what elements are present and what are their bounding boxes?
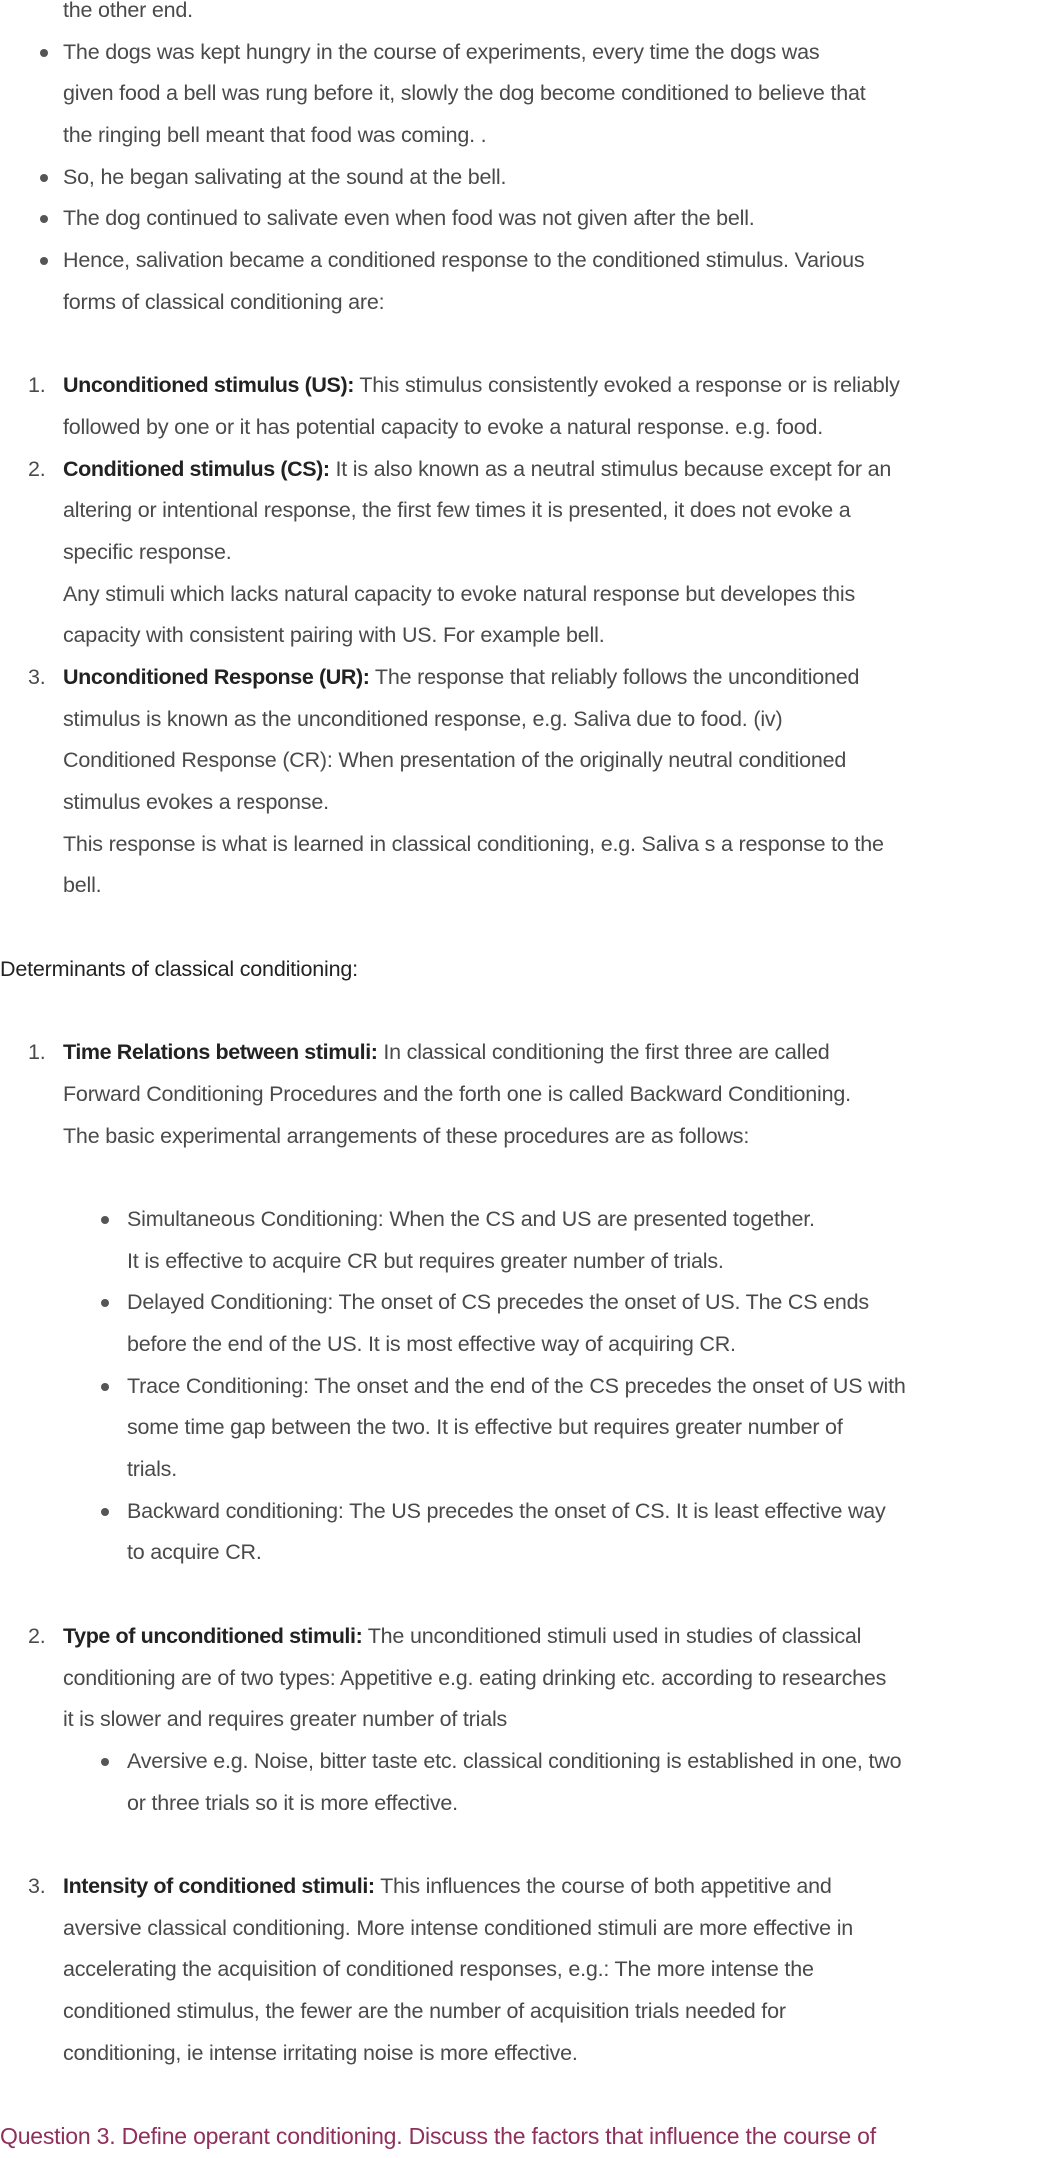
section-heading: Determinants of classical conditioning: bbox=[0, 956, 358, 981]
text-line: Forward Conditioning Procedures and the forth one is called Backward Conditioning. bbox=[63, 1081, 851, 1106]
text-line: The dog continued to salivate even when food was not given after the bell. bbox=[0, 198, 1049, 240]
list-item bbox=[0, 657, 1049, 907]
spacer bbox=[0, 324, 1049, 366]
text-line: the other end. bbox=[63, 0, 193, 22]
text-line: Simultaneous Conditioning: When the CS and US are presented together. bbox=[0, 1199, 1049, 1241]
text-line bbox=[0, 365, 1049, 407]
text-line: stimulus evokes a response. bbox=[63, 790, 329, 815]
numbered-list bbox=[0, 1866, 1049, 2074]
list-number: 3. bbox=[28, 665, 46, 689]
line-text: It is also known as a neutral stimulus because except for an bbox=[329, 456, 892, 481]
bold-term: Time Relations between stimuli: bbox=[63, 1040, 378, 1065]
question-heading: Question 3. Define operant conditioning. Discuss the factors that influence the course of bbox=[0, 2123, 876, 2150]
list-item bbox=[0, 365, 1049, 448]
list-number: 1. bbox=[28, 373, 46, 398]
text-line bbox=[0, 449, 1049, 491]
text-line: So, he began salivating at the sound at the bell. bbox=[0, 157, 1049, 199]
spacer bbox=[0, 991, 1049, 1033]
text-line: it is slower and requires greater number of trials bbox=[63, 1707, 508, 1732]
bullet-icon bbox=[40, 49, 48, 57]
bullet-list bbox=[0, 0, 1049, 324]
text-line: bell. bbox=[63, 873, 102, 898]
list-item bbox=[0, 1032, 1049, 1157]
numbered-list bbox=[0, 1616, 1049, 1741]
text-line: Trace Conditioning: The onset and the end of the CS precedes the onset of US with bbox=[0, 1366, 1049, 1408]
list-item bbox=[0, 1741, 1049, 1824]
bold-term: Type of unconditioned stimuli: bbox=[63, 1623, 363, 1648]
spacer bbox=[0, 1157, 1049, 1199]
text-line: conditioning, ie intense irritating noise is more effective. bbox=[63, 2040, 578, 2065]
text-line: or three trials so it is more effective. bbox=[127, 1790, 458, 1815]
numbered-list bbox=[0, 365, 1049, 907]
list-number: 1. bbox=[28, 1040, 46, 1065]
list-item bbox=[0, 1282, 1049, 1365]
bold-term: Unconditioned stimulus (US): bbox=[63, 373, 354, 398]
text-line: before the end of the US. It is most effective way of acquiring CR. bbox=[127, 1332, 736, 1356]
bullet-icon bbox=[40, 257, 48, 265]
list-item bbox=[0, 1199, 1049, 1282]
list-number: 3. bbox=[28, 1873, 46, 1898]
line-text: The response that reliably follows the unconditioned bbox=[369, 665, 860, 689]
list-item bbox=[0, 449, 1049, 657]
text-line: stimulus is known as the unconditioned response, e.g. Saliva due to food. (iv) bbox=[63, 706, 783, 731]
bullet-icon bbox=[101, 1383, 109, 1391]
text-line: some time gap between the two. It is effective but requires greater number of bbox=[127, 1415, 843, 1440]
bullet-list bbox=[0, 1199, 1049, 1574]
spacer bbox=[0, 2074, 1049, 2116]
text-line: Backward conditioning: The US precedes the onset of CS. It is least effective way bbox=[0, 1491, 1049, 1533]
bullet-icon bbox=[101, 1216, 109, 1224]
text-line: conditioned stimulus, the fewer are the number of acquisition trials needed for bbox=[63, 1999, 786, 2023]
numbered-list bbox=[0, 1032, 1049, 1157]
text-line: Conditioned Response (CR): When presentation of the originally neutral conditioned bbox=[63, 748, 847, 773]
text-line: specific response. bbox=[63, 539, 232, 564]
text-line: altering or intentional response, the first few times it is presented, it does not evoke a bbox=[63, 498, 851, 523]
bullet-icon bbox=[101, 1758, 109, 1766]
list-item bbox=[0, 198, 1049, 240]
list-number: 2. bbox=[28, 456, 46, 481]
bullet-icon bbox=[40, 174, 48, 182]
list-item bbox=[0, 1866, 1049, 2074]
bold-term: Conditioned stimulus (CS): bbox=[63, 456, 330, 481]
text-line: It is effective to acquire CR but requires greater number of trials. bbox=[127, 1248, 724, 1273]
bullet-list bbox=[0, 1741, 1049, 1824]
line-text: In classical conditioning the first three are called bbox=[377, 1040, 830, 1065]
list-item bbox=[0, 1491, 1049, 1574]
list-item bbox=[0, 0, 1049, 32]
text-line: conditioning are of two types: Appetitive e.g. eating drinking etc. according to researches bbox=[63, 1665, 887, 1690]
text-line: Any stimuli which lacks natural capacity to evoke natural response but developes this bbox=[63, 581, 856, 606]
bold-term: Intensity of conditioned stimuli: bbox=[63, 1873, 375, 1898]
text-line: The basic experimental arrangements of these procedures are as follows: bbox=[63, 1123, 750, 1148]
bullet-icon bbox=[101, 1299, 109, 1307]
text-line: The dogs was kept hungry in the course of experiments, every time the dogs was bbox=[0, 32, 1049, 74]
text-line: aversive classical conditioning. More intense conditioned stimuli are more effective in bbox=[63, 1915, 854, 1940]
list-item bbox=[0, 240, 1049, 323]
text-line bbox=[0, 1616, 1049, 1658]
line-text: The unconditioned stimuli used in studies of classical bbox=[362, 1623, 862, 1648]
text-line: given food a bell was rung before it, slowly the dog become conditioned to believe that bbox=[63, 81, 866, 106]
list-item bbox=[0, 157, 1049, 199]
text-line: Hence, salivation became a conditioned response to the conditioned stimulus. Various bbox=[0, 240, 1049, 282]
list-item bbox=[0, 1616, 1049, 1741]
spacer bbox=[0, 1824, 1049, 1866]
line-text: This influences the course of both appetitive and bbox=[374, 1873, 832, 1898]
text-line: trials. bbox=[127, 1457, 177, 1482]
text-line: This response is what is learned in classical conditioning, e.g. Saliva s a response to the bbox=[63, 831, 884, 856]
text-line: followed by one or it has potential capacity to evoke a natural response. e.g. food. bbox=[63, 414, 824, 439]
text-line: to acquire CR. bbox=[127, 1540, 262, 1565]
bold-term: Unconditioned Response (UR): bbox=[63, 665, 370, 689]
line-text: This stimulus consistently evoked a response or is reliably bbox=[353, 373, 900, 398]
text-line: the ringing bell meant that food was coming. . bbox=[63, 123, 487, 148]
text-line bbox=[0, 657, 1049, 699]
list-item bbox=[0, 1366, 1049, 1491]
text-line: Aversive e.g. Noise, bitter taste etc. classical conditioning is established in one, two bbox=[0, 1741, 1049, 1783]
text-line: accelerating the acquisition of conditioned responses, e.g.: The more intense the bbox=[63, 1957, 814, 1982]
list-item bbox=[0, 32, 1049, 157]
spacer bbox=[0, 1574, 1049, 1616]
text-line: forms of classical conditioning are: bbox=[63, 289, 385, 314]
spacer bbox=[0, 907, 1049, 949]
list-number: 2. bbox=[28, 1623, 46, 1648]
text-line bbox=[0, 1032, 1049, 1074]
bullet-icon bbox=[101, 1508, 109, 1516]
text-line: capacity with consistent pairing with US. For example bell. bbox=[63, 623, 605, 648]
text-line: Delayed Conditioning: The onset of CS precedes the onset of US. The CS ends bbox=[0, 1282, 1049, 1324]
text-line bbox=[0, 1866, 1049, 1908]
bullet-icon bbox=[40, 215, 48, 223]
